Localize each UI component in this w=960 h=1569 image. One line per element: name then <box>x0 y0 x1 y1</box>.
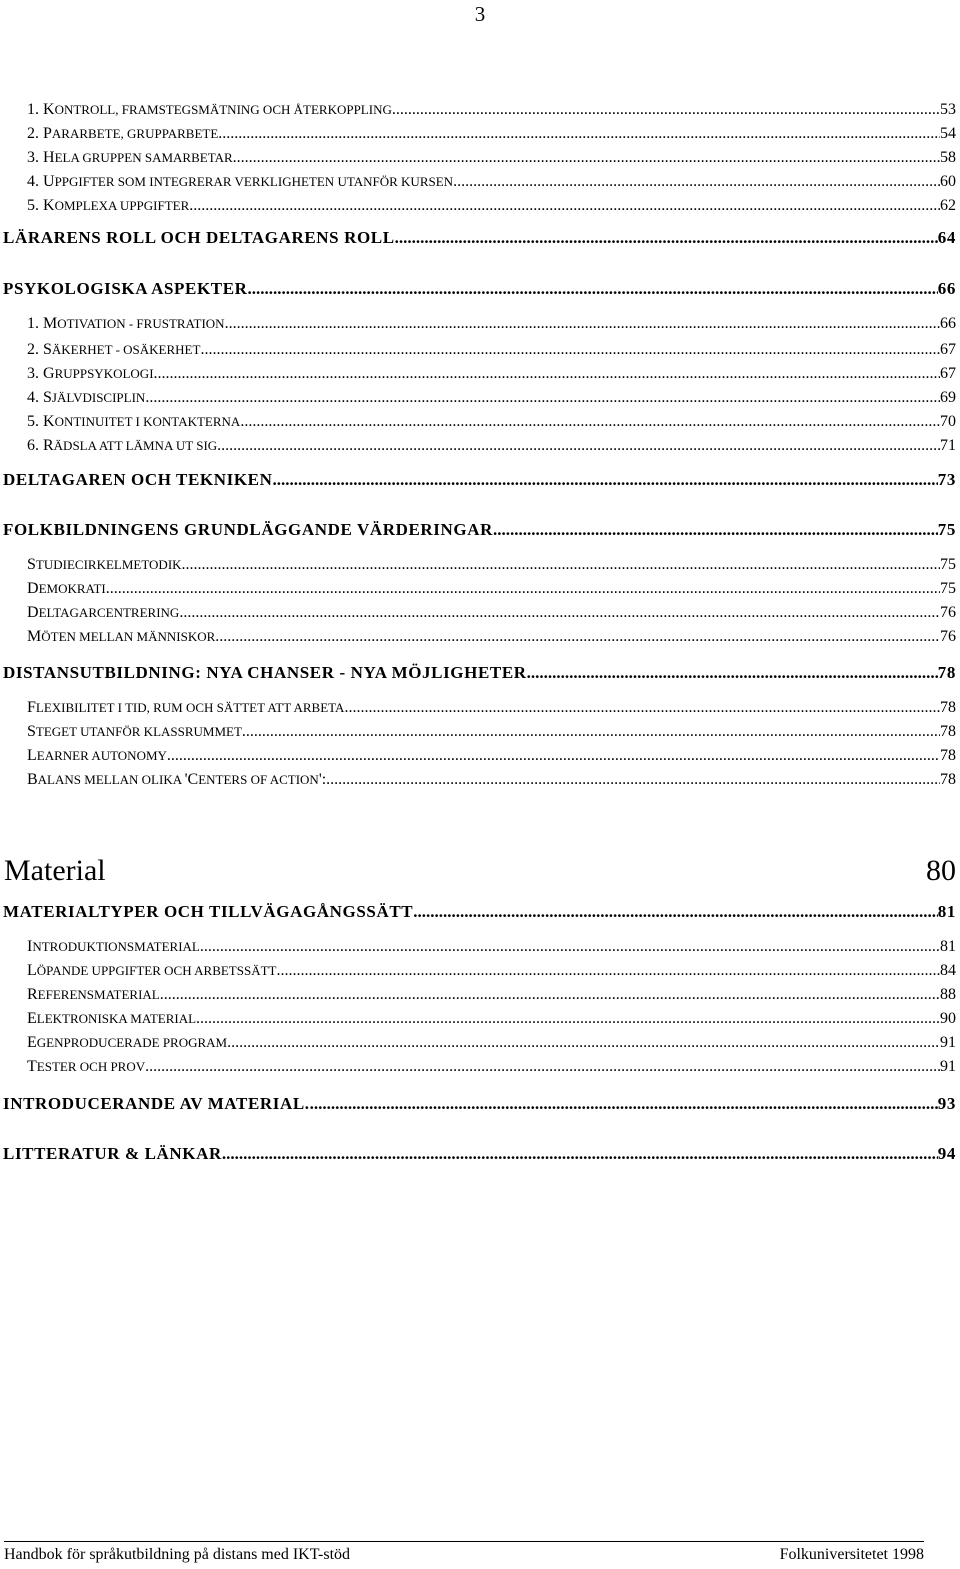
toc-page-number: 88 <box>940 986 956 1003</box>
toc-entry[interactable] <box>0 341 956 359</box>
toc-leader-dots <box>167 747 940 765</box>
toc-leader-dots <box>493 520 938 540</box>
toc-entry-label: LITTERATUR & LÄNKAR <box>3 1144 222 1163</box>
toc-entry[interactable] <box>0 938 956 956</box>
toc-entry-label: DISTANSUTBILDNING: NYA CHANSER - NYA MÖJLIGHETER <box>3 663 527 682</box>
toc-page-number: 81 <box>940 938 956 955</box>
toc-entry-label: FOLKBILDNINGENS GRUNDLÄGGANDE VÄRDERINGAR <box>3 520 493 539</box>
toc-leader-dots <box>242 723 940 741</box>
toc-entry[interactable] <box>0 520 956 540</box>
toc-entry[interactable] <box>0 413 956 431</box>
toc-leader-dots <box>392 101 940 119</box>
toc-page-number: 84 <box>940 962 956 979</box>
toc-entry[interactable] <box>0 1034 956 1052</box>
toc-page-number: 73 <box>937 470 956 489</box>
toc-page-number: 70 <box>940 413 956 430</box>
toc-page-number: 78 <box>940 699 956 716</box>
toc-leader-dots <box>160 986 940 1004</box>
toc-leader-dots <box>145 389 940 407</box>
toc-entry-label: 2. PARARBETE, GRUPPARBETE <box>27 125 219 142</box>
toc-entry-label: FLEXIBILITET I TID, RUM OCH SÄTTET ATT ARBETA <box>27 699 345 716</box>
toc-entry-label: MATERIALTYPER OCH TILLVÄGAGÅNGSSÄTT <box>3 902 414 921</box>
toc-leader-dots <box>189 197 940 215</box>
toc-entry[interactable] <box>0 663 956 683</box>
toc-entry[interactable] <box>0 962 956 980</box>
toc-entry-label: DELTAGAREN OCH TEKNIKEN <box>3 470 273 489</box>
toc-entry[interactable] <box>0 389 956 407</box>
toc-leader-dots <box>233 149 940 167</box>
toc-page-number: 75 <box>940 580 956 597</box>
toc-page-number: 75 <box>940 556 956 573</box>
toc-leader-dots <box>106 580 940 598</box>
toc-leader-dots <box>276 962 940 980</box>
toc-page-number: 78 <box>937 663 956 682</box>
toc-entry[interactable] <box>0 197 956 215</box>
toc-entry-label: DEMOKRATI <box>27 580 106 597</box>
toc-page-number: 58 <box>940 149 956 166</box>
toc-leader-dots <box>453 173 940 191</box>
toc-page-number: 62 <box>940 197 956 214</box>
toc-entry[interactable] <box>0 279 956 299</box>
toc-entry[interactable] <box>0 101 956 119</box>
toc-entry-label: LÖPANDE UPPGIFTER OCH ARBETSSÄTT <box>27 962 277 979</box>
toc-leader-dots <box>154 365 940 383</box>
toc-leader-dots <box>527 663 938 683</box>
chapter-title: Material <box>4 854 106 887</box>
toc-page-number: 66 <box>940 315 956 332</box>
toc-entry[interactable] <box>0 173 956 191</box>
toc-entry[interactable] <box>0 228 956 248</box>
toc-page-number: 94 <box>937 1144 956 1163</box>
toc-entry-label: 3. HELA GRUPPEN SAMARBETAR <box>27 149 233 166</box>
toc-entry[interactable] <box>0 149 956 167</box>
toc-entry-label: MÖTEN MELLAN MÄNNISKOR <box>27 628 216 645</box>
toc-entry[interactable] <box>0 470 956 490</box>
toc-entry[interactable] <box>0 699 956 717</box>
toc-page-number: 76 <box>940 628 956 645</box>
toc-entry[interactable] <box>0 902 956 922</box>
toc-entry-label: REFERENSMATERIAL <box>27 986 160 1003</box>
toc-entry-label: EGENPRODUCERADE PROGRAM <box>27 1034 228 1051</box>
toc-page-number: 81 <box>937 902 956 921</box>
toc-entry-label: 1. MOTIVATION - FRUSTRATION <box>27 315 225 332</box>
toc-entry-label: STEGET UTANFÖR KLASSRUMMET <box>27 723 242 740</box>
toc-leader-dots <box>326 771 940 789</box>
toc-leader-dots <box>273 470 938 490</box>
toc-entry[interactable] <box>0 1010 956 1028</box>
toc-page-number: 67 <box>940 365 956 382</box>
toc-entry-label: 2. SÄKERHET - OSÄKERHET <box>27 341 201 358</box>
toc-leader-dots <box>225 315 940 333</box>
toc-page-number: 78 <box>940 747 956 764</box>
toc-entry-label: 4. SJÄLVDISCIPLIN <box>27 389 146 406</box>
toc-entry-label: ELEKTRONISKA MATERIAL <box>27 1010 197 1027</box>
toc-page-number: 67 <box>940 341 956 358</box>
toc-entry-label: STUDIECIRKELMETODIK <box>27 556 182 573</box>
toc-entry[interactable] <box>0 125 956 143</box>
toc-entry[interactable] <box>0 580 956 598</box>
toc-entry[interactable] <box>0 437 956 455</box>
toc-leader-dots <box>179 604 940 622</box>
toc-leader-dots <box>145 1058 940 1076</box>
chapter-heading[interactable] <box>4 854 956 888</box>
toc-leader-dots <box>182 556 940 574</box>
toc-entry[interactable] <box>0 723 956 741</box>
toc-page-number: 69 <box>940 389 956 406</box>
toc-leader-dots <box>310 1094 938 1114</box>
toc-page-number: 60 <box>940 173 956 190</box>
toc-page-number: 91 <box>940 1034 956 1051</box>
chapter-page: 80 <box>926 854 956 887</box>
toc-entry[interactable] <box>0 771 956 789</box>
toc-page-number: 71 <box>940 437 956 454</box>
toc-leader-dots <box>200 938 940 956</box>
toc-entry[interactable] <box>0 1058 956 1076</box>
toc-entry[interactable] <box>0 365 956 383</box>
toc-entry-label: INTRODUCERANDE AV MATERIAL. <box>3 1094 310 1113</box>
toc-page-number: 76 <box>940 604 956 621</box>
toc-page-number: 90 <box>940 1010 956 1027</box>
toc-entry-label: 1. KONTROLL, FRAMSTEGSMÄTNING OCH ÅTERKOPPLING <box>27 101 392 118</box>
toc-entry-label: LÄRARENS ROLL OCH DELTAGARENS ROLL <box>3 228 395 247</box>
toc-leader-dots <box>227 1034 940 1052</box>
toc-entry[interactable] <box>0 986 956 1004</box>
page-number: 3 <box>474 2 486 26</box>
toc-entry-label: 3. GRUPPSYKOLOGI <box>27 365 154 382</box>
footer-left: Handbok för språkutbildning på distans med IKT-stöd <box>4 1546 351 1563</box>
toc-entry[interactable] <box>0 315 956 333</box>
toc-page-number: 91 <box>940 1058 956 1075</box>
toc-entry-label: DELTAGARCENTRERING <box>27 604 180 621</box>
toc-entry[interactable] <box>0 747 956 765</box>
toc-page-number: 66 <box>937 279 956 298</box>
toc-leader-dots <box>413 902 938 922</box>
toc-entry[interactable] <box>0 1144 956 1164</box>
toc-entry-label: 5. KONTINUITET I KONTAKTERNA <box>27 413 241 430</box>
footer-right: Folkuniversitetet 1998 <box>779 1546 924 1563</box>
toc-page-number: 53 <box>940 101 956 118</box>
toc-entry-label: 4. UPPGIFTER SOM INTEGRERAR VERKLIGHETEN UTANFÖR KURSEN <box>27 173 454 190</box>
toc-entry[interactable] <box>0 1094 956 1114</box>
toc-page-number: 64 <box>937 228 956 247</box>
toc-entry-label: 6. RÄDSLA ATT LÄMNA UT SIG <box>27 437 218 454</box>
toc-page-number: 78 <box>940 771 956 788</box>
toc-entry-label: LEARNER AUTONOMY <box>27 747 167 764</box>
toc-leader-dots <box>240 413 940 431</box>
toc-entry[interactable] <box>0 604 956 622</box>
toc-leader-dots <box>222 1144 938 1164</box>
toc-entry-label: 5. KOMPLEXA UPPGIFTER <box>27 197 190 214</box>
toc-page-number: 54 <box>940 125 956 142</box>
toc-leader-dots <box>217 437 940 455</box>
toc-page-number: 75 <box>937 520 956 539</box>
toc-page-number: 78 <box>940 723 956 740</box>
toc-entry-label: PSYKOLOGISKA ASPEKTER <box>3 279 248 298</box>
toc-leader-dots <box>344 699 940 717</box>
toc-entry-label: INTRODUKTIONSMATERIAL <box>27 938 200 955</box>
toc-entry[interactable] <box>0 628 956 646</box>
toc-leader-dots <box>218 125 940 143</box>
toc-leader-dots <box>395 228 938 248</box>
toc-leader-dots <box>215 628 940 646</box>
toc-leader-dots <box>196 1010 940 1028</box>
toc-leader-dots <box>248 279 938 299</box>
toc-leader-dots <box>200 341 940 359</box>
toc-page-number: 93 <box>937 1094 956 1113</box>
toc-entry-label: BALANS MELLAN OLIKA 'CENTERS OF ACTION': <box>27 771 327 788</box>
toc-entry[interactable] <box>0 556 956 574</box>
page-footer <box>4 1541 924 1564</box>
toc-entry-label: TESTER OCH PROV <box>27 1058 146 1075</box>
